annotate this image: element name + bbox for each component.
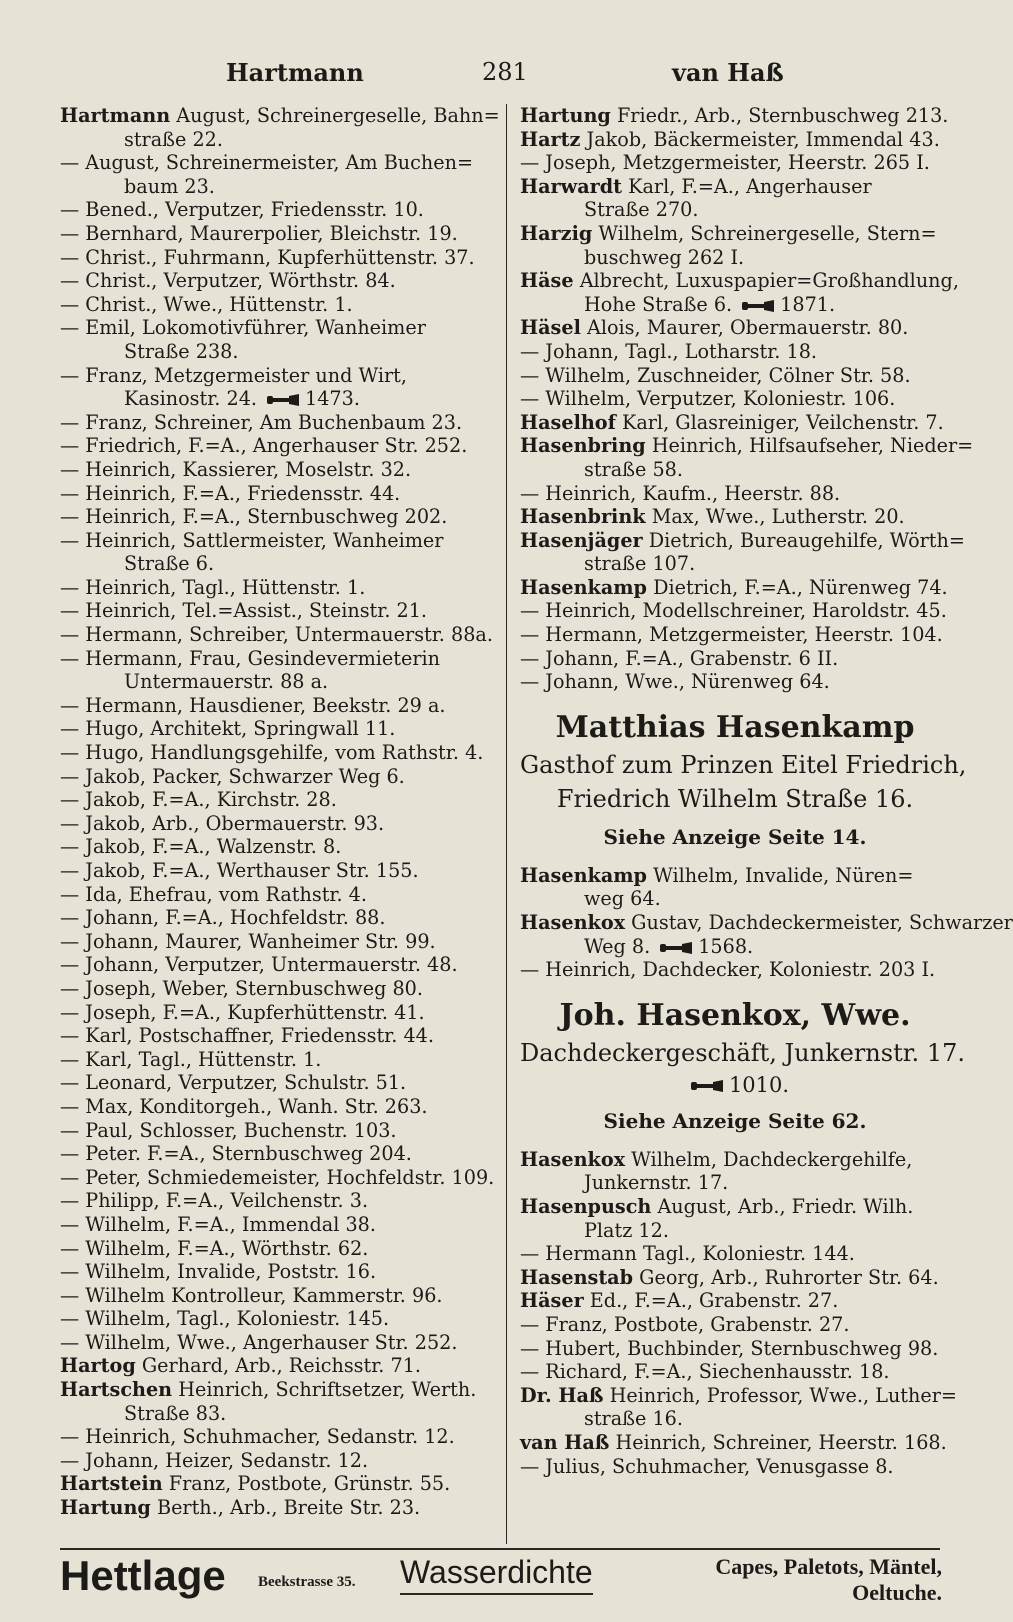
entry-continuation-text: Weg 8. [584,934,651,958]
entry-surname: Hasenkamp [520,575,647,599]
entry-text: — Philipp, F.=A., Veilchenstr. 3. [60,1189,369,1213]
entry-text: — Richard, F.=A., Siechenhausstr. 18. [520,1360,890,1384]
right-entries-b [520,863,1013,982]
directory-entry [520,911,1013,958]
directory-entry [60,953,492,977]
entry-continuation [520,246,950,270]
entry-text: — Johann, Tagl., Lotharstr. 18. [520,339,818,363]
entry-text: Dietrich, F.=A., Nürenweg 74. [653,575,948,599]
directory-entry [60,883,492,907]
entry-continuation [60,340,492,364]
entry-text: — Emil, Lokomotivführer, Wanheimer [60,316,426,340]
entry-continuation-text: straße 107. [584,552,696,576]
directory-entry [520,175,950,222]
entry-text: Gerhard, Arb., Reichsstr. 71. [141,1354,421,1378]
entry-surname: Harwardt [520,174,623,198]
directory-entry [60,647,492,694]
entry-text: — Peter. F.=A., Sternbuschweg 204. [60,1142,412,1166]
entry-phone-number: 1568. [698,934,754,958]
column-divider [506,104,507,1544]
directory-entry [520,1455,950,1479]
directory-entry [60,434,492,458]
directory-entry [520,864,950,911]
directory-entry [60,246,492,270]
entry-continuation-text: Hohe Straße 6. [584,292,733,316]
directory-entry [60,198,492,222]
entry-continuation [520,935,950,959]
entry-continuation-text: Kasinostr. 24. [124,387,257,411]
footer-advertisement [60,1548,940,1608]
directory-entry [60,1284,492,1308]
header-left-name: Hartmann [226,58,364,87]
entry-phone-number: 1871. [780,292,836,316]
directory-entry [520,1266,950,1290]
directory-entry [520,1148,950,1195]
entry-text: — Wilhelm, F.=A., Wörthstr. 62. [60,1236,369,1260]
entry-text: Albrecht, Luxuspapier=Großhandlung, [579,269,959,293]
entry-surname: van Haß [520,1430,610,1454]
entry-text: Wilhelm, Schreinergeselle, Stern= [598,221,937,245]
entry-text: — Friedrich, F.=A., Angerhauser Str. 252. [60,434,468,458]
entry-text: — Heinrich, F.=A., Friedensstr. 44. [60,481,401,505]
entry-continuation [60,175,492,199]
entry-text: — Jakob, Arb., Obermauerstr. 93. [60,811,385,835]
directory-entry [60,458,492,482]
ad-hasenkox-phone [520,1070,950,1100]
entry-text: — Heinrich, Kaufm., Heerstr. 88. [520,481,841,505]
directory-entry [60,316,492,363]
entry-text: — Julius, Schuhmacher, Venusgasse 8. [520,1454,894,1478]
directory-entry [60,1024,492,1048]
directory-entry [520,1383,957,1431]
entry-text: August, Arb., Friedr. Wilh. [657,1195,914,1218]
directory-entry [60,1425,492,1449]
directory-entry [60,906,492,930]
directory-entry [60,1449,492,1473]
entry-text: — Heinrich, Kassierer, Moselstr. 32. [60,457,412,481]
directory-entry [60,930,492,954]
entry-text: Karl, F.=A., Angerhauser [628,174,872,198]
entry-surname: Hasenjäger [520,528,643,552]
directory-entry [60,1001,492,1025]
directory-entry [520,670,950,694]
entry-text: Heinrich, Hilfsaufseher, Nieder= [651,434,974,458]
entry-text: — Hubert, Buchbinder, Sternbuschweg 98. [520,1336,939,1360]
directory-entry [60,1260,492,1284]
directory-entry [520,623,950,647]
telephone-icon [742,300,774,312]
entry-continuation-text: weg 64. [584,887,661,911]
entry-text: — Joseph, Metzgermeister, Heerstr. 265 I. [520,151,930,175]
entry-text: — Ida, Ehefrau, vom Rathstr. 4. [60,882,367,906]
entry-surname: Hasenpusch [520,1195,652,1218]
ad-hasenkox-name: Joh. Hasenkox, Wwe. [559,997,911,1033]
ad-hasenkamp-reference: Siehe Anzeige Seite 14. [603,824,867,849]
entry-surname: Hartung [520,104,611,127]
entry-text: — Franz, Postbote, Grabenstr. 27. [520,1312,850,1336]
directory-entry [60,1378,492,1425]
entry-continuation-text: buschweg 262 I. [584,245,745,269]
directory-entry [60,482,492,506]
directory-entry [60,1472,492,1496]
directory-entry [60,1048,492,1072]
directory-entry [520,387,950,411]
entry-text: Ed., F.=A., Grabenstr. 27. [589,1289,839,1313]
entry-text: — Hermann, Metzgermeister, Heerstr. 104. [520,623,943,647]
entry-text: — August, Schreinermeister, Am Buchen= [60,151,474,175]
entry-text: — Heinrich, Modellschreiner, Haroldstr. 45. [520,599,947,623]
directory-entry [60,364,492,411]
entry-continuation [520,198,950,222]
entry-text: — Max, Konditorgeh., Wanh. Str. 263. [60,1094,428,1118]
entry-continuation-text: straße 22. [124,127,223,151]
entry-phone-number: 1473. [305,387,360,411]
entry-surname: Häser [520,1289,584,1313]
entry-surname: Hartmann [60,104,171,127]
ad-hasenkox-phone-number: 1010. [728,1072,790,1097]
directory-entry [520,151,950,175]
directory-entry [60,1071,492,1095]
entry-text: — Wilhelm, Verputzer, Koloniestr. 106. [520,387,896,411]
directory-entry [520,1242,950,1266]
entry-text: — Hugo, Architekt, Springwall 11. [60,717,396,741]
directory-entry [60,717,492,741]
directory-entry [60,1331,492,1355]
entry-text: Karl, Glasreiniger, Veilchenstr. 7. [621,410,944,434]
entry-text: — Karl, Postschaffner, Friedensstr. 44. [60,1024,434,1048]
entry-continuation-text: baum 23. [124,174,215,198]
page-header [60,58,940,98]
directory-entry [60,222,492,246]
entry-surname: Hartstein [60,1472,163,1496]
entry-continuation [60,128,492,152]
entry-text: — Franz, Metzgermeister und Wirt, [60,363,407,387]
entry-text: — Johann, Heizer, Sedanstr. 12. [60,1448,369,1472]
entry-text: — Jakob, F.=A., Werthauser Str. 155. [60,859,419,882]
entry-surname: Hartung [60,1496,151,1520]
entry-text: — Heinrich, Tagl., Hüttenstr. 1. [60,575,366,599]
footer-brand: Hettlage [60,1552,226,1599]
directory-entry [520,411,950,435]
directory-entry [60,765,492,789]
directory-entry [60,576,492,600]
entry-text: — Joseph, Weber, Sternbuschweg 80. [60,976,423,1000]
directory-entry [520,104,950,128]
entry-text: Franz, Postbote, Grünstr. 55. [168,1472,451,1496]
entry-continuation [520,887,950,911]
directory-entry [60,1354,492,1378]
directory-entry [60,835,492,859]
entry-surname: Hasenbring [520,434,646,458]
entry-surname: Häse [520,269,574,293]
entry-text: Wilhelm, Invalide, Nüren= [653,863,914,887]
entry-continuation [60,552,492,576]
entry-text: — Wilhelm Kontrolleur, Kammerstr. 96. [60,1283,443,1307]
entry-continuation-text: straße 16. [584,1407,683,1431]
entry-text: Georg, Arb., Ruhrorter Str. 64. [639,1265,939,1289]
ad-hasenkamp-line2: Friedrich Wilhelm Straße 16. [556,784,914,813]
directory-entry [60,1496,492,1520]
entry-text: — Wilhelm, Wwe., Angerhauser Str. 252. [60,1330,458,1354]
directory-entry [520,1431,950,1455]
entry-text: — Peter, Schmiedemeister, Hochfeldstr. 109. [60,1165,495,1189]
entry-text: — Heinrich, Tel.=Assist., Steinstr. 21. [60,599,428,623]
directory-entry [520,128,950,152]
directory-entry [520,1337,950,1361]
directory-entry [520,434,974,481]
advertisement-hasenkox [520,996,965,1138]
entry-text: — Jakob, Packer, Schwarzer Weg 6. [60,764,405,788]
entry-text: — Heinrich, Sattlermeister, Wanheimer [60,528,444,552]
entry-continuation-text: Straße 83. [124,1401,227,1425]
footer-products-line2: Oeltuche. [852,1580,942,1605]
entry-continuation [60,670,492,694]
entry-continuation [520,1219,950,1243]
entry-text: — Johann, Maurer, Wanheimer Str. 99. [60,929,436,953]
directory-entry [520,364,950,388]
entry-text: Max, Wwe., Lutherstr. 20. [651,505,905,529]
entry-text: — Jakob, F.=A., Walzenstr. 8. [60,835,342,859]
directory-entry [60,411,492,435]
entry-surname: Hasenkox [520,911,626,935]
entry-text: — Johann, F.=A., Grabenstr. 6 II. [520,646,839,670]
entry-text: — Wilhelm, Tagl., Koloniestr. 145. [60,1307,390,1331]
ad-hasenkox-line1: Dachdeckergeschäft, Junkernstr. 17. [520,1038,965,1067]
entry-text: — Wilhelm, Zuschneider, Cölner Str. 58. [520,363,911,387]
directory-entry [60,788,492,812]
directory-entry [60,1237,492,1261]
directory-entry [520,316,950,340]
entry-text: Friedr., Arb., Sternbuschweg 213. [616,104,949,127]
directory-entry [60,741,492,765]
entry-text: Heinrich, Schreiner, Heerstr. 168. [615,1430,947,1454]
directory-entry [60,977,492,1001]
entry-continuation-text: Straße 6. [124,552,215,576]
entry-continuation [520,458,950,482]
entry-text: — Christ., Fuhrmann, Kupferhüttenstr. 37. [60,245,475,269]
entry-text: — Wilhelm, Invalide, Poststr. 16. [60,1260,377,1284]
entry-continuation [520,1171,950,1195]
directory-entry [60,1307,492,1331]
page-number: 281 [482,58,528,86]
directory-entry [60,1119,492,1143]
directory-entry [60,293,492,317]
directory-entry [60,599,492,623]
entry-text: — Johann, Verputzer, Untermauerstr. 48. [60,953,458,977]
entry-text: — Heinrich, Dachdecker, Koloniestr. 203 I. [520,958,936,982]
entry-text: — Leonard, Verputzer, Schulstr. 51. [60,1071,407,1095]
directory-entry [520,647,950,671]
entry-continuation [520,552,950,576]
directory-entry [60,505,492,529]
directory-entry [60,1213,492,1237]
entry-text: — Bened., Verputzer, Friedensstr. 10. [60,198,424,222]
entry-text: Heinrich, Schriftsetzer, Werth. [178,1378,477,1402]
right-entries-a [520,104,974,694]
right-entries-c [520,1147,957,1478]
directory-entry [60,104,500,151]
entry-text: — Paul, Schlosser, Buchenstr. 103. [60,1118,397,1142]
directory-entry [520,482,950,506]
footer-address: Beekstrasse 35. [258,1574,356,1590]
directory-entry [520,1313,950,1337]
entry-continuation [60,1402,492,1426]
entry-continuation [60,387,492,411]
directory-entry [520,1360,950,1384]
directory-entry [60,269,492,293]
directory-entry [520,599,950,623]
header-right-name: van Haß [672,58,784,87]
directory-entry [60,1095,492,1119]
entry-text: — Heinrich, F.=A., Sternbuschweg 202. [60,505,448,529]
directory-entry [60,1165,495,1190]
entry-continuation-text: Junkernstr. 17. [584,1171,729,1195]
entry-surname: Hasenstab [520,1265,634,1289]
entry-text: — Christ., Verputzer, Wörthstr. 84. [60,269,396,293]
entry-continuation [520,1407,950,1431]
entry-surname: Hasenbrink [520,505,646,529]
directory-entry [60,694,492,718]
ad-hasenkox-reference: Siehe Anzeige Seite 62. [603,1108,867,1133]
ad-hasenkamp-line1: Gasthof zum Prinzen Eitel Friedrich, [520,750,967,779]
entry-text: — Hermann, Frau, Gesindevermieterin [60,646,441,670]
telephone-icon [691,1080,723,1092]
directory-entry [60,529,492,576]
directory-entry [520,1289,950,1313]
advertisement-hasenkamp [520,708,967,854]
entry-text: — Hugo, Handlungsgehilfe, vom Rathstr. 4. [60,741,484,765]
entry-text: — Hermann, Schreiber, Untermauerstr. 88a. [60,623,493,647]
entry-continuation-text: Straße 270. [584,198,699,222]
entry-text: — Christ., Wwe., Hüttenstr. 1. [60,292,353,316]
directory-entry [520,340,950,364]
entry-text: — Joseph, F.=A., Kupferhüttenstr. 41. [60,1000,425,1024]
entry-text: — Wilhelm, F.=A., Immendal 38. [60,1212,376,1236]
directory-entry [60,623,492,647]
directory-entry [60,859,492,883]
footer-products-line1: Capes, Paletots, Mäntel, [715,1554,942,1579]
right-column [520,104,1013,1478]
entry-text: Jakob, Bäckermeister, Immendal 43. [586,127,940,151]
entry-text: — Hermann Tagl., Koloniestr. 144. [520,1242,855,1266]
directory-entry [520,1195,950,1242]
directory-entry [520,576,950,600]
entry-continuation-text: Platz 12. [584,1218,669,1242]
directory-entry [520,269,959,316]
entry-text: Heinrich, Professor, Wwe., Luther= [609,1383,957,1407]
footer-products [620,1554,942,1606]
telephone-icon [267,394,299,406]
entry-surname: Haselhof [520,410,616,434]
directory-entry [520,528,965,576]
footer-slogan: Wasserdichte [400,1554,593,1595]
entry-surname: Hartog [60,1354,136,1378]
directory-entry [520,505,950,529]
directory-entry [60,1142,492,1166]
telephone-icon [660,942,692,954]
entry-text: — Bernhard, Maurerpolier, Bleichstr. 19. [60,221,458,245]
entry-text: — Franz, Schreiner, Am Buchenbaum 23. [60,410,463,434]
entry-text: — Johann, Wwe., Nürenweg 64. [520,670,830,694]
left-column [60,104,500,1520]
entry-surname: Häsel [520,316,581,340]
entry-continuation-text: straße 58. [584,457,683,481]
entry-text: — Johann, F.=A., Hochfeldstr. 88. [60,906,386,930]
entry-text: — Jakob, F.=A., Kirchstr. 28. [60,788,337,812]
entry-surname: Harzig [520,221,593,245]
directory-entry [60,151,492,198]
entry-text: — Heinrich, Schuhmacher, Sedanstr. 12. [60,1425,455,1449]
entry-text: Wilhelm, Dachdeckergehilfe, [631,1147,913,1171]
entry-surname: Dr. Haß [520,1383,604,1407]
entry-text: Berth., Arb., Breite Str. 23. [156,1496,421,1520]
directory-entry [520,958,950,982]
entry-surname: Hartz [520,127,581,151]
directory-entry [60,1189,492,1213]
entry-text: Alois, Maurer, Obermauerstr. 80. [586,316,909,340]
directory-entry [60,812,492,836]
entry-text: — Hermann, Hausdiener, Beekstr. 29 a. [60,693,446,717]
entry-continuation [520,293,950,317]
ad-hasenkamp-name: Matthias Hasenkamp [555,709,915,745]
entry-text: Dietrich, Bureaugehilfe, Wörth= [648,528,965,552]
entry-continuation-text: Straße 238. [124,339,239,363]
entry-surname: Hasenkamp [520,863,647,887]
entry-surname: Hartschen [60,1378,173,1402]
entry-text: — Karl, Tagl., Hüttenstr. 1. [60,1047,322,1071]
entry-text: Gustav, Dachdeckermeister, Schwarzer [631,911,1013,935]
entry-surname: Hasenkox [520,1147,626,1171]
entry-continuation-text: Untermauerstr. 88 a. [124,670,329,694]
directory-entry [520,222,950,269]
entry-text: August, Schreinergeselle, Bahn= [176,104,500,127]
